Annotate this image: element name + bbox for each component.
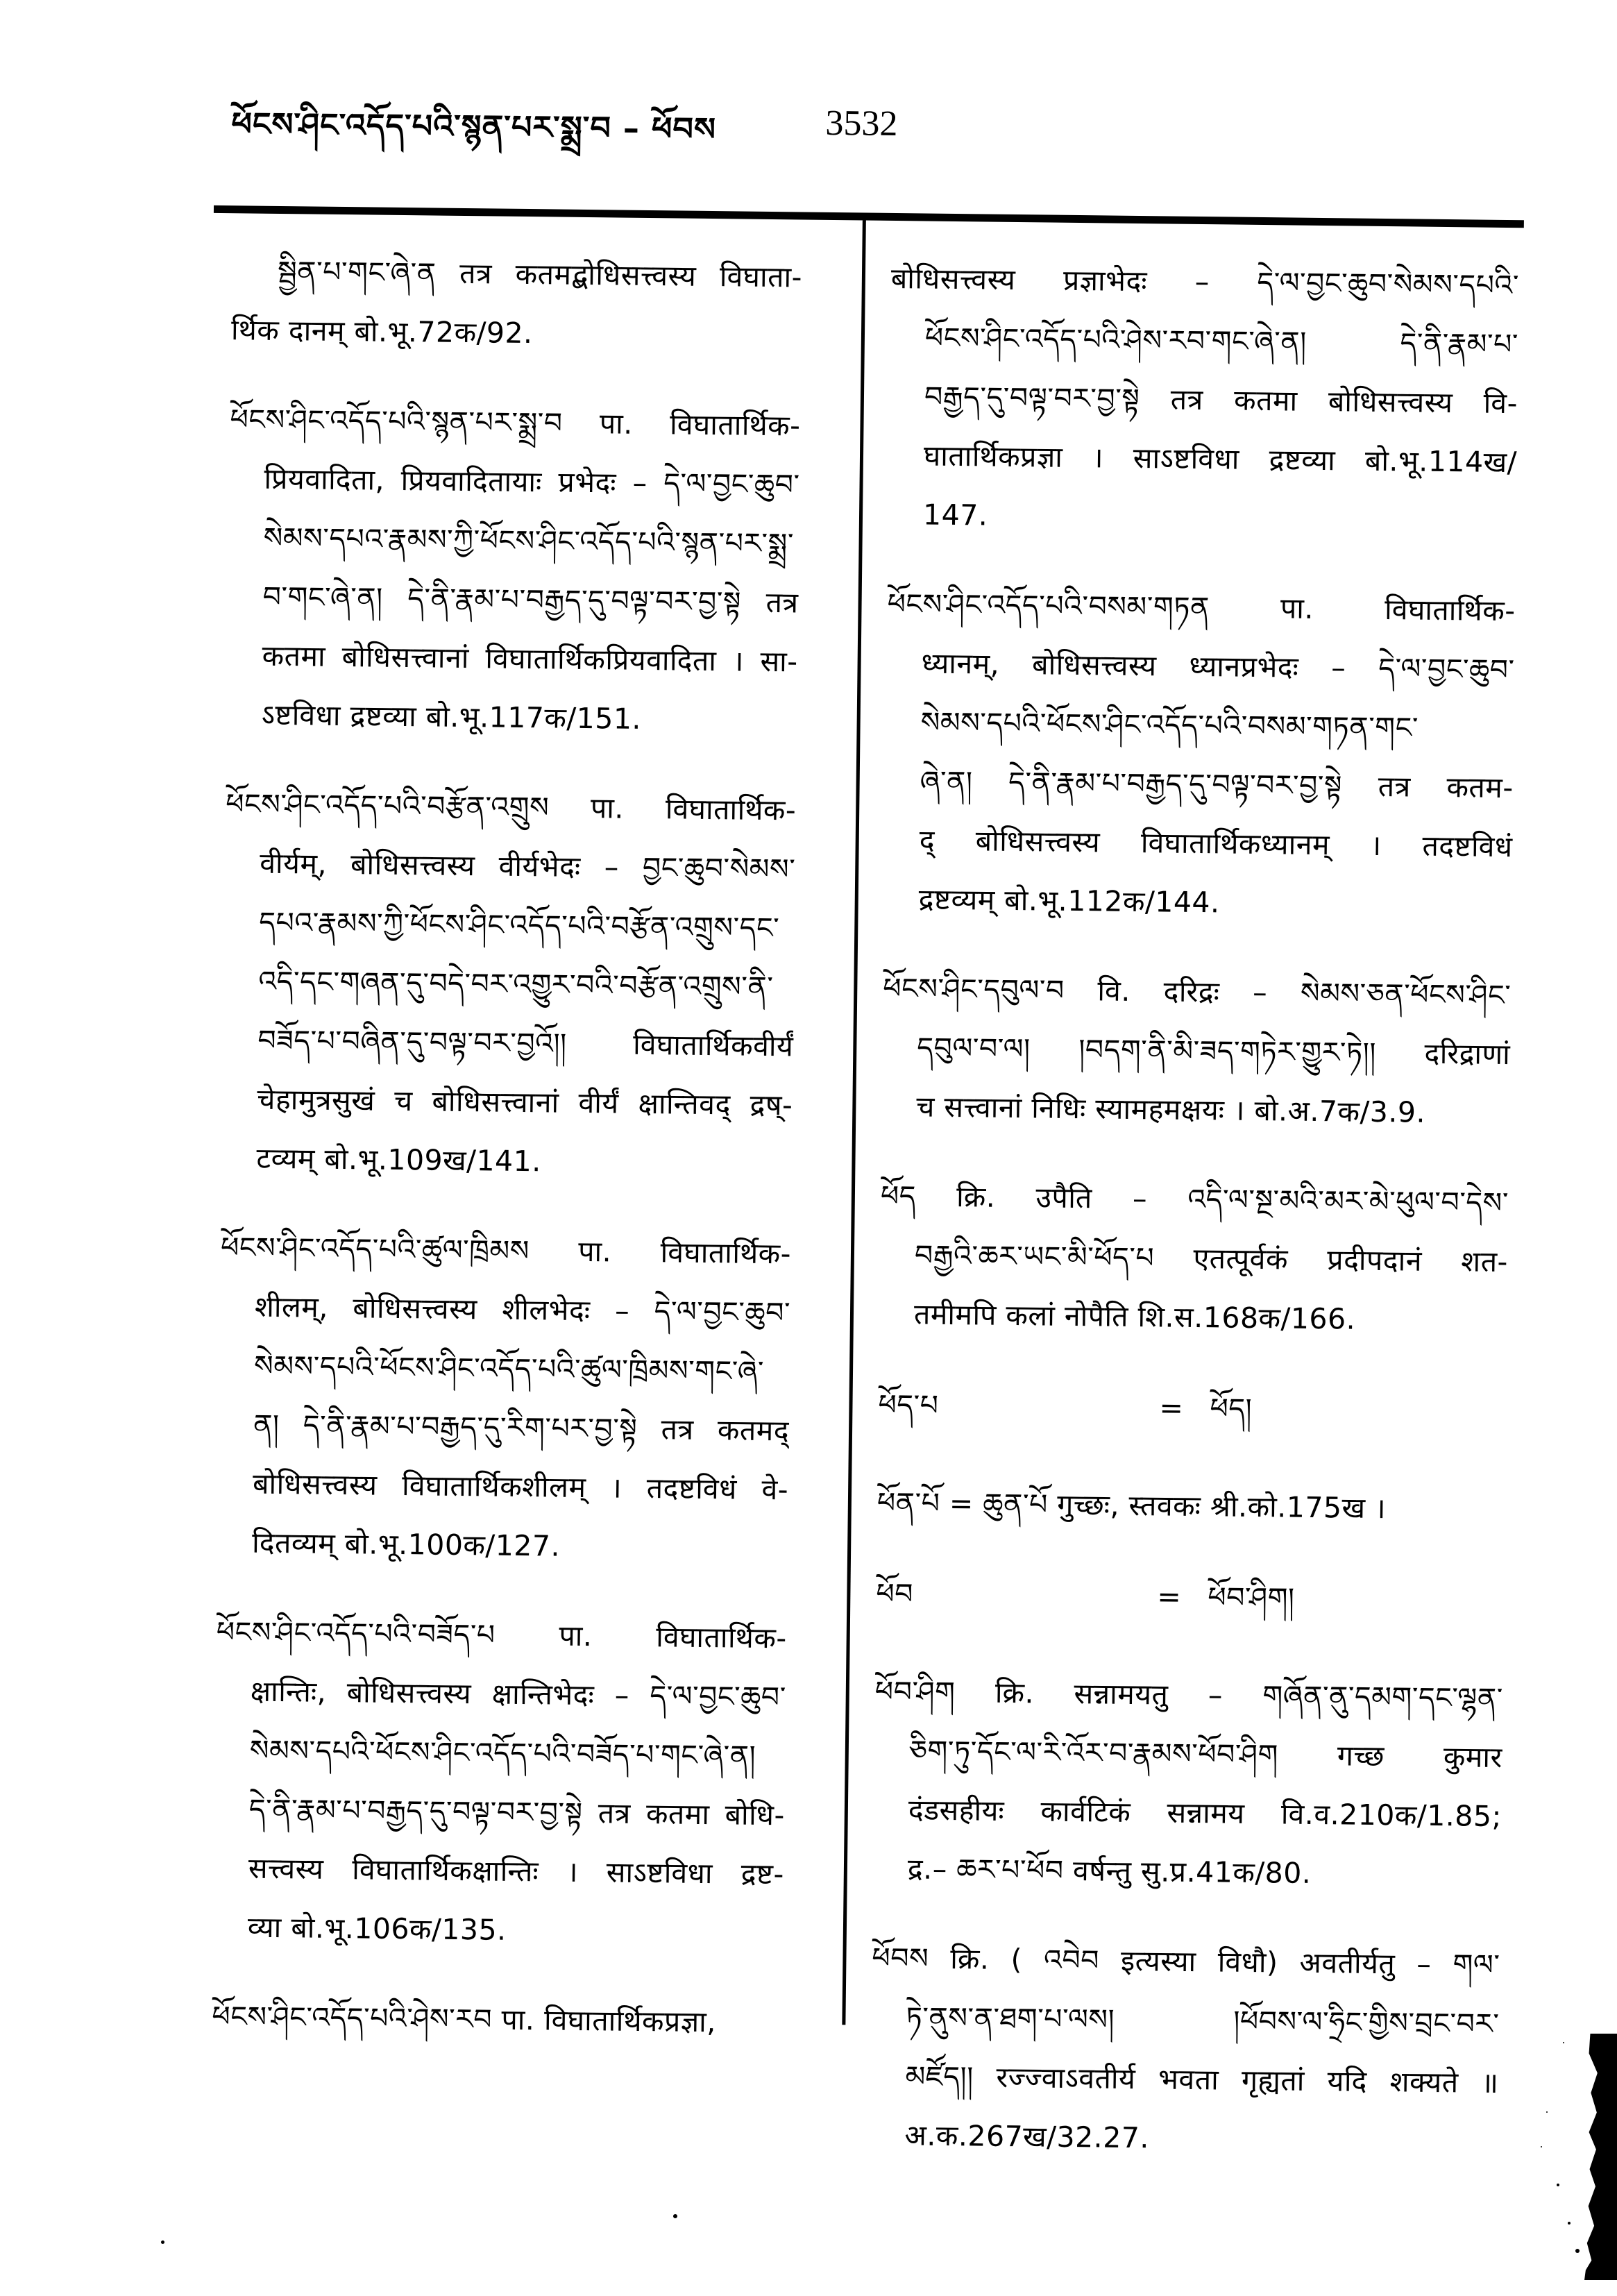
entry-text-line: ན། དེ་ནི་རྣམ་པ་བརྒྱད་དུ་རིག་པར་བྱ་སྟེ तत्र कतमद् <box>253 1408 790 1448</box>
entry-text-line: टव्यम् बो.भू.109ख/141. <box>256 1141 542 1179</box>
entry-headword-line: ཕོད क्रि. उपैति – འདི་ལ་སྔ་མའི་མར་མེ་ཕུལ་བ་དེས་ <box>880 1179 1509 1220</box>
dictionary-entry <box>217 1218 792 1578</box>
continuation-paragraph <box>231 242 803 366</box>
entry-text-line: དེ་ནི་རྣམ་པ་བརྒྱད་དུ་བལྟ་བར་བྱ་སྟེ तत्र कतमा बोधि- <box>248 1792 786 1832</box>
entry-text-line: ཅིག་ཏུ་དོང་ལ་རི་འོར་བ་རྣམས་ཕོབ་ཤིག गच्छ कुमार <box>908 1734 1503 1775</box>
dictionary-entry <box>879 1167 1509 1351</box>
entry-text-line: बोधिसत्त्वस्य प्रज्ञाभेदः – དེ་ལ་བྱང་ཆུབ་སེམས་དཔའི་ <box>890 261 1520 303</box>
dictionary-entry <box>872 1662 1503 1905</box>
entry-text-line: སྦྱིན་པ་གང་ཞེ་ན तत्र कतमद्बोधिसत्त्वस्य विघाता- <box>277 254 803 294</box>
entry-headword: ཕོབ <box>876 1576 914 1611</box>
entry-headword-line: ཕོངས་ཤིང་འདོད་པའི་བརྩོན་འགྲུས पा. विघातार्थिक- <box>225 787 797 827</box>
entry-text-line: ऽष्टविधा द्रष्टव्या बो.भू.117क/151. <box>261 698 642 736</box>
entry-headword-line: ཕོབས क्रि. ( འབེབ इत्यस्या विधौ) अवतीर्यतु – གལ་ <box>872 1941 1500 1982</box>
entry-text-line: སེམས་དཔའ་རྣམས་ཀྱི་ཕོངས་ཤིང་འདོད་པའི་སྙན་པར་སྨྲ་ <box>263 521 795 561</box>
dictionary-entry <box>877 1474 1505 1539</box>
entry-text-line: प्रियवादिता, प्रियवादितायाः प्रभेदः – དེ་ལ་བྱང་ཆུབ་ <box>264 462 800 502</box>
entry-headword-line: ཕོན་པོ = ཆུན་པོ गुच्छः, स्तवकः श्री.को.175ख । <box>877 1485 1387 1526</box>
continuation-paragraph <box>888 249 1520 551</box>
column-divider <box>842 220 865 2025</box>
page-number: 3532 <box>825 103 898 144</box>
entry-text-line: 147. <box>922 498 988 532</box>
dictionary-entry <box>870 1929 1500 2172</box>
scan-speck <box>161 2240 164 2244</box>
entry-text-line: र्थिक दानम् बो.भू.72क/92. <box>230 313 533 351</box>
dictionary-entry <box>221 775 797 1194</box>
header-rule <box>214 205 1524 228</box>
column-right <box>870 249 1520 2202</box>
entry-equivalent: ཕོད། <box>1210 1392 1253 1426</box>
entry-text-line: བ་གང་ཞེ་ན། དེ་ནི་རྣམ་པ་བརྒྱད་དུ་བལྟ་བར་བྱ་སྟེ तत्र <box>262 580 799 620</box>
dictionary-entry <box>883 575 1516 936</box>
entry-text-line: सत्त्वस्य विघातार्थिकक्षान्तिः । साऽष्टविधा द्रष्ट- <box>248 1851 785 1891</box>
column-left <box>211 242 802 2083</box>
entry-text-line: མཛོད།། रज्ज्वाऽवतीर्य भवता गृह्यतां यदि शक्यते ॥ <box>905 2059 1499 2100</box>
entry-text-line: शीलम्, बोधिसत्त्वस्य शीलभेदः – དེ་ལ་བྱང་ཆུབ་ <box>254 1290 791 1330</box>
entry-headword-line: ཕོབ་ཤིག क्रि. सन्नामयतु – གཞོན་ནུ་དམག་དང་ལྷན་ <box>874 1674 1504 1716</box>
entry-text-line: ཏེ་ནུས་ན་ཐག་པ་ལས། །ཕོབས་ལ་ཧྲིང་གྱིས་བྲང་བར་ <box>906 2000 1500 2041</box>
scan-speck <box>673 2214 677 2218</box>
entry-text-line: व्या बो.भू.106क/135. <box>247 1910 507 1947</box>
entry-text-line: दंडसहीयः कार्वटिकं सन्नामय वि.व.210क/1.85; <box>908 1793 1502 1834</box>
entry-text-line: क्षान्तिः, बोधिसत्त्वस्य क्षान्तिभेदः – དེ་ལ་བྱང་ཆུབ་ <box>250 1674 786 1714</box>
entry-text-line: दितव्यम् बो.भू.100क/127. <box>251 1526 561 1563</box>
entry-headword-line: ཕོངས་ཤིང་དབུལ་བ वि. दरिद्रः – སེམས་ཅན་ཕོངས་ཤིང་ <box>883 971 1512 1013</box>
dictionary-entry <box>212 1603 787 1963</box>
entry-text-line: घातार्थिकप्रज्ञा । साऽष्टविधा द्रष्टव्या बो.भू.114ख/ <box>923 439 1518 480</box>
entry-equivalent: ཕོབ་ཤིག། <box>1208 1580 1295 1615</box>
entry-text-line: वीर्यम्, बोधिसत्त्वस्य वीर्यभेदः – བྱང་ཆུབ་སེམས་ <box>260 846 796 886</box>
entry-text-line: ཕོངས་ཤིང་འདོད་པའི་ཤེས་རབ་གང་ཞེ་ན། དེ་ནི་རྣམ་པ་ <box>924 321 1519 362</box>
dictionary-entry <box>881 959 1512 1143</box>
entry-text-line: च सत्त्वानां निधिः स्यामहमक्षयः । बो.अ.7क/3.9. <box>916 1090 1426 1129</box>
entry-text-line: སེམས་དཔའི་ཕོངས་ཤིང་འདོད་པའི་ཚུལ་ཁྲིམས་གང་ཞེ་ <box>253 1349 765 1388</box>
equals-sign: = <box>1157 1580 1182 1614</box>
entry-headword-line: ཕོངས་ཤིང་འདོད་པའི་བཟོད་པ पा. विघातार्थिक- <box>216 1615 787 1655</box>
entry-text-line: དབུལ་བ་ལ། །བདག་ནི་མི་ཟད་གཏེར་གྱུར་ཏེ།། दरिद्राणां <box>917 1031 1511 1072</box>
entry-text-line: དཔའ་རྣམས་ཀྱི་ཕོངས་ཤིང་འདོད་པའི་བརྩོན་འགྲུས་དང་ <box>259 905 780 945</box>
entry-text-line: འདི་དང་གཞན་དུ་བདེ་བར་འགྱུར་བའི་བརྩོན་འགྲུས་ནི་ <box>258 964 774 1004</box>
entry-text-line: द्र.– ཆར་པ་ཕོབ वर्षन्तु सु.प्र.41क/80. <box>907 1852 1312 1890</box>
running-header-title: ཕོངས་ཤིང་འདོད་པའི་སྙན་པར་སྨྲ་བ – ཕོབས <box>231 105 717 149</box>
entry-text-line: चेहामुत्रसुखं च बोधिसत्त्वानां वीर्यं क्षान्तिवद् द्रष्- <box>257 1082 793 1122</box>
entry-headword-line: ཕོངས་ཤིང་འདོད་པའི་ཤེས་རབ पा. विघातार्थिकप्रज्ञा, <box>212 2000 717 2039</box>
entry-text-line: སེམས་དཔའི་ཕོངས་ཤིང་འདོད་པའི་བཟོད་པ་གང་ཞེ་ན། <box>249 1733 756 1773</box>
entry-text-line: བཟོད་པ་བཞིན་དུ་བལྟ་བར་བྱའོ།། विघातार्थिकवीर्यं <box>257 1023 794 1063</box>
equation-entry <box>878 1376 1507 1442</box>
scan-noise-specks <box>1575 2249 1580 2253</box>
entry-headword-line: ཕོངས་ཤིང་འདོད་པའི་ཚུལ་ཁྲིམས पा. विघातार्थिक- <box>220 1231 792 1271</box>
entry-text-line: द् बोधिसत्त्वस्य विघातार्थिकध्यानम् । तदष्टविधं <box>919 823 1513 864</box>
entry-text-line: कतमा बोधिसत्त्वानां विघातार्थिकप्रियवादिता । सा- <box>262 639 798 679</box>
entry-headword-line: ཕོངས་ཤིང་འདོད་པའི་སྙན་པར་སྨྲ་བ पा. विघातार्थिक- <box>230 403 801 443</box>
entry-headword-line: ཕོངས་ཤིང་འདོད་པའི་བསམ་གཏན पा. विघातार्थिक- <box>887 586 1516 628</box>
equals-sign: = <box>1159 1391 1184 1425</box>
dictionary-entry <box>226 390 801 750</box>
entry-text-line: བརྒྱད་དུ་བལྟ་བར་བྱ་སྟེ तत्र कतमा बोधिसत्त्वस्य वि- <box>924 380 1518 421</box>
entry-text-line: བརྒྱའི་ཆར་ཡང་མི་ཕོད་པ एतत्पूर्वकं प्रदीपदानं शत- <box>914 1238 1509 1279</box>
entry-text-line: སེམས་དཔའི་ཕོངས་ཤིང་འདོད་པའི་བསམ་གཏན་གང་ <box>920 705 1419 745</box>
entry-text-line: ཞེ་ན། དེ་ནི་རྣམ་པ་བརྒྱད་དུ་བལྟ་བར་བྱ་སྟེ तत्र कतम- <box>920 764 1514 805</box>
entry-text-line: तमीमपि कलां नोपैति शि.स.168क/166. <box>913 1297 1356 1336</box>
entry-text-line: अ.क.267ख/32.27. <box>904 2118 1150 2155</box>
entry-headword: ཕོད་པ <box>878 1387 939 1422</box>
dictionary-entry <box>212 1987 783 2052</box>
equation-entry <box>876 1564 1505 1630</box>
entry-text-line: द्रष्टव्यम् बो.भू.112क/144. <box>918 882 1220 920</box>
entry-text-line: ध्यानम्, बोधिसत्त्वस्य ध्यानप्रभेदः – དེ་ལ་བྱང་ཆུབ་ <box>921 646 1515 687</box>
entry-text-line: बोधिसत्त्वस्य विघातार्थिकशीलम् । तदष्टविधं वे- <box>252 1467 789 1507</box>
